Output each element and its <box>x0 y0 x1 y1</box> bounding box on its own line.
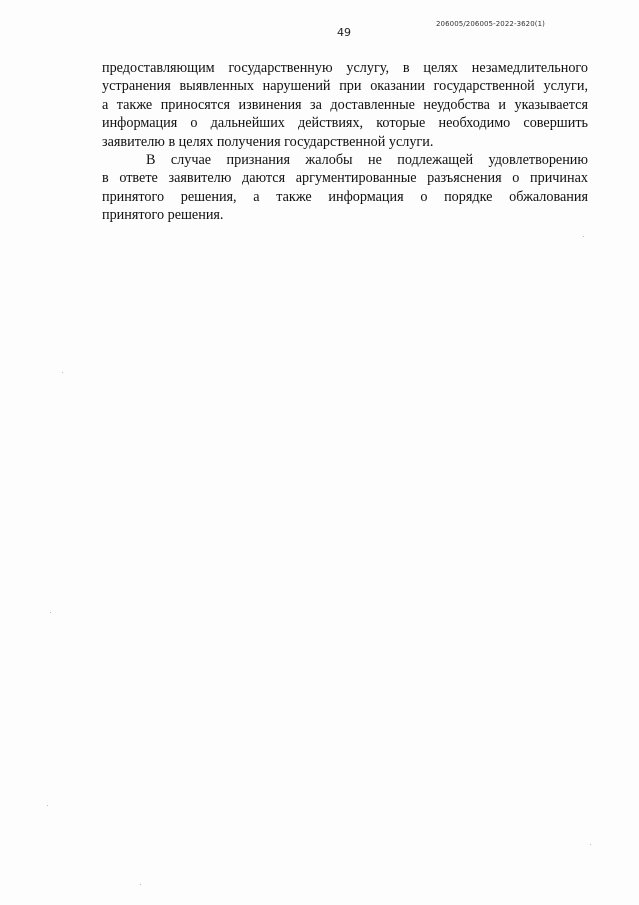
scan-speck <box>62 372 63 373</box>
scan-speck <box>140 884 141 885</box>
text-line: а также приносятся извинения за доставленные неудобства и указывается <box>102 96 588 113</box>
paragraph-1 <box>102 59 588 151</box>
text-line: принятого решения, а также информация о порядке обжалования <box>102 188 588 205</box>
text-line: заявителю в целях получения государственной услуги. <box>102 133 434 150</box>
scan-speck <box>47 805 48 806</box>
text-line: устранения выявленных нарушений при оказании государственной услуги, <box>102 78 588 95</box>
scan-speck <box>50 612 51 613</box>
text-line: принятого решения. <box>102 207 224 224</box>
text-line: информация о дальнейших действиях, которые необходимо совершить <box>102 115 588 132</box>
paragraph-2 <box>102 151 588 225</box>
text-line: в ответе заявителю даются аргументированные разъяснения о причинах <box>102 170 588 187</box>
text-line: предоставляющим государственную услугу, в целях незамедлительного <box>102 60 588 76</box>
document-id: 206005/206005-2022-3620(1) <box>436 20 545 28</box>
scan-speck <box>583 236 584 237</box>
body-text <box>102 59 588 225</box>
scan-speck <box>590 844 591 845</box>
text-line: В случае признания жалобы не подлежащей удовлетворению <box>146 152 588 169</box>
page-number: 49 <box>337 26 351 39</box>
